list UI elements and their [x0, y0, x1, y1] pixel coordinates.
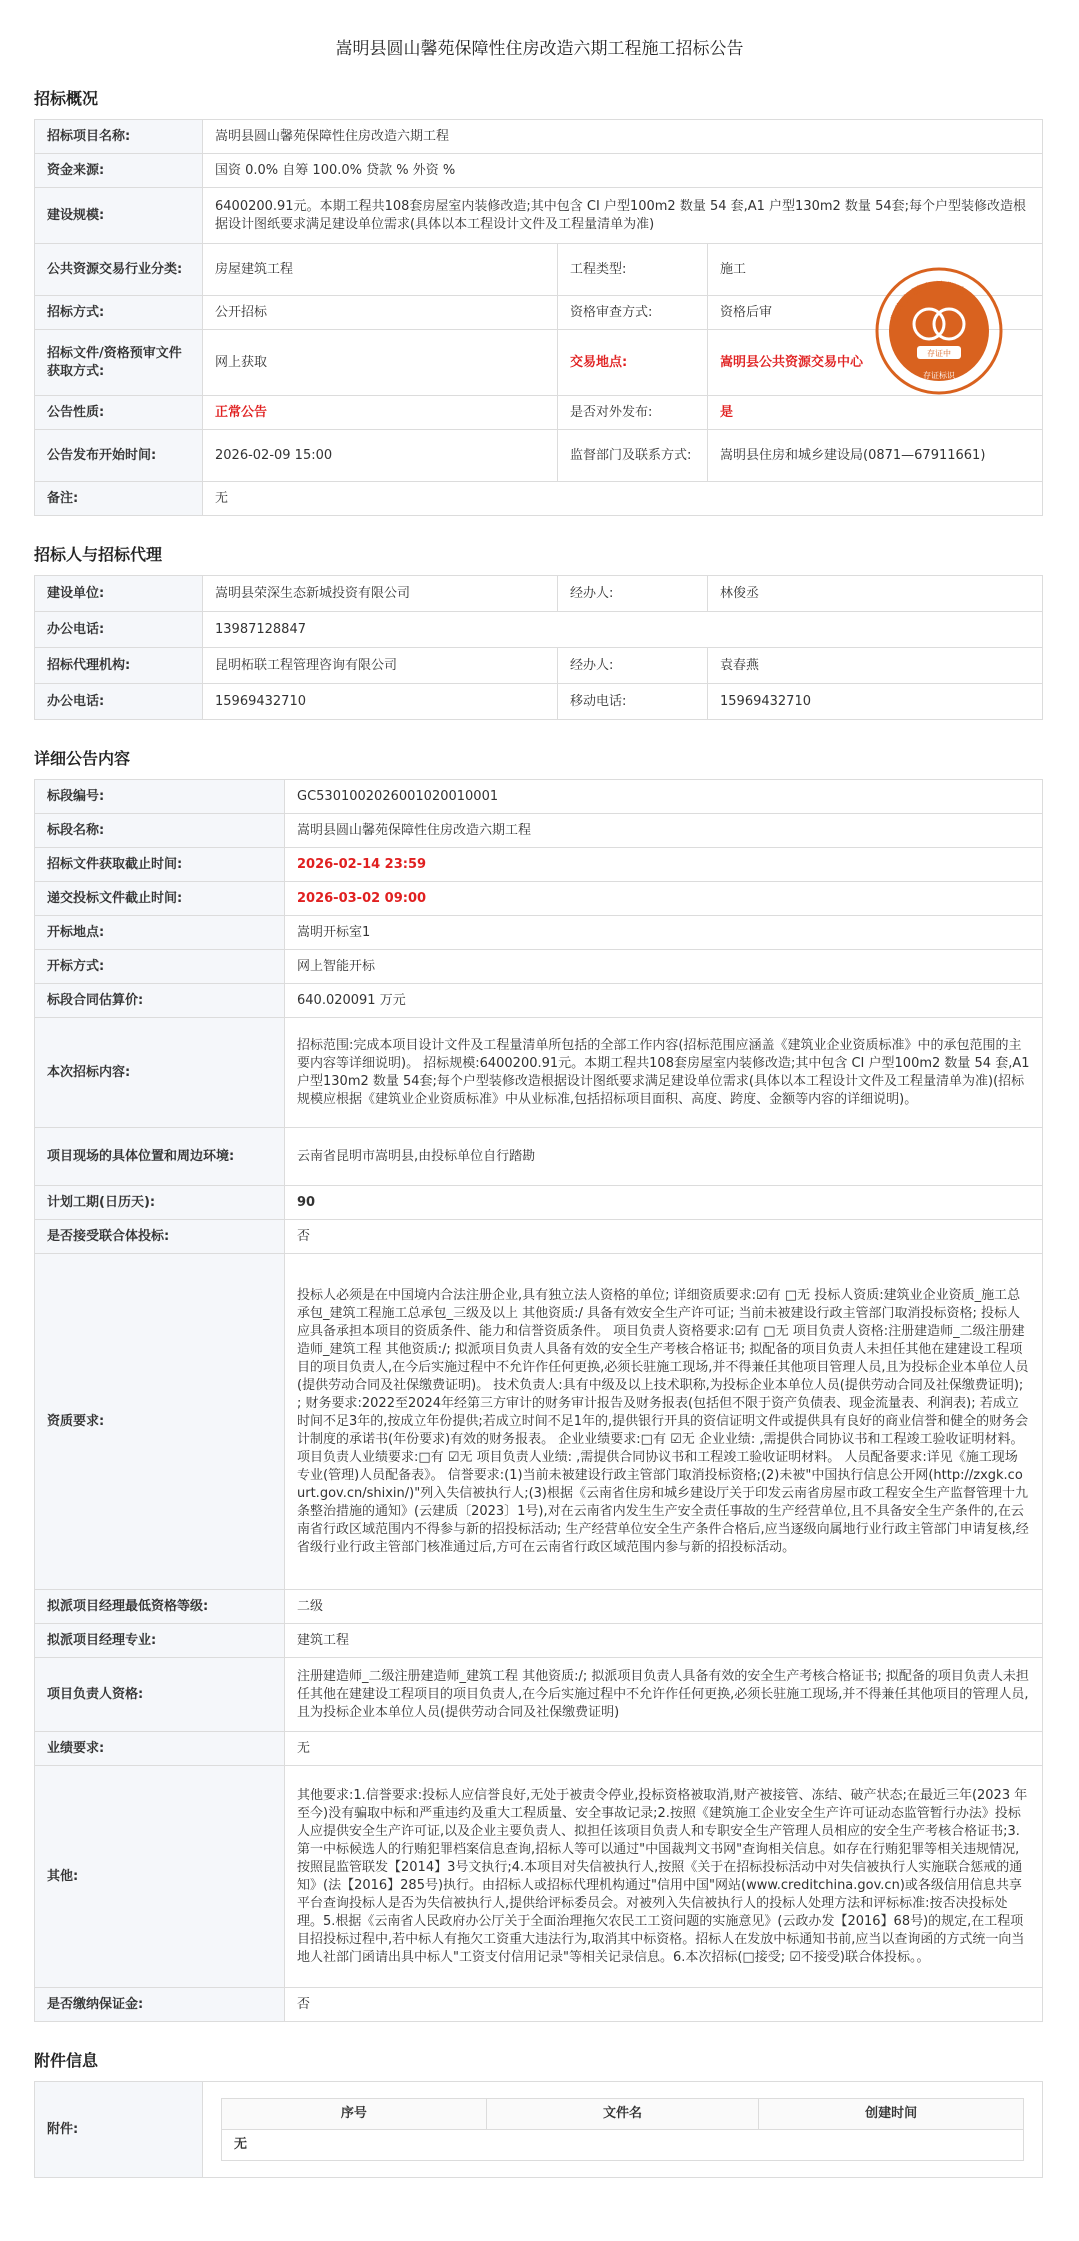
bid-deadline-label: 递交投标文件截止时间:: [35, 882, 285, 916]
scale-value: 6400200.91元。本期工程共108套房屋室内装修改造;其中包含 CI 户型100m2 数量 54 套,A1 户型130m2 数量 54套;每个户型装修改造根据设计图纸要求满足建设单位需求(具体以本工程设计文件及工程量清单为准): [203, 188, 1043, 244]
pm-qual-value: 注册建造师_二级注册建造师_建筑工程 其他资质:/; 拟派项目负责人具备有效的安全生产考核合格证书; 拟配备的项目负责人未担任其他在建建设工程项目的项目负责人,在今后实施过程中不允许作任何更换,必须长驻施工现场,并不得兼任其他项目的管理人员,且为投标企业本单位人员(提供劳动合同及社保缴费证明): [285, 1658, 1043, 1732]
mobile-value: 15969432710: [708, 684, 1043, 720]
start-time-value: 2026-02-09 15:00: [203, 430, 558, 482]
builder-label: 建设单位:: [35, 576, 203, 612]
mobile-label: 移动电话:: [558, 684, 708, 720]
joint-label: 是否接受联合体投标:: [35, 1220, 285, 1254]
joint-value: 否: [285, 1220, 1043, 1254]
perf-label: 业绩要求:: [35, 1732, 285, 1766]
content-value: 招标范围:完成本项目设计文件及工程量清单所包括的全部工作内容(招标范围应涵盖《建筑业企业资质标准》中的承包范围的主要内容等详细说明)。 招标规模:6400200.91元。本期工程共108套房屋室内装修改造;其中包含 CI 户型100m2 数量 54 套,A1 户型130m2 数量 54套;每个户型装修改造根据设计图纸要求满足建设单位需求(具体以本工程设计文件及工程量清单为准)(招标规模应根据《建筑业企业资质标准》中从业标准,包括招标项目面积、高度、跨度、金额等内容的详细说明)。: [285, 1018, 1043, 1128]
section-name-label: 标段名称:: [35, 814, 285, 848]
attach-empty: 无: [222, 2130, 1024, 2161]
agent1-value: 林俊丞: [708, 576, 1043, 612]
tel2-value: 15969432710: [203, 684, 558, 720]
place-value: 嵩明县公共资源交易中心: [708, 330, 1043, 396]
pm-major-value: 建筑工程: [285, 1624, 1043, 1658]
col-time-header: 创建时间: [759, 2099, 1024, 2130]
attach-table: [34, 2081, 1043, 2178]
other-value: 其他要求:1.信誉要求:投标人应信誉良好,无处于被责令停业,投标资格被取消,财产被接管、冻结、破产状态;在最近三年(2023 年至今)没有骗取中标和严重违约及重大工程质量、安全事故记录;2.按照《建筑施工企业安全生产许可证动态监管暂行办法》投标人应提供安全生产许可证,以及企业主要负责人、拟担任该项目负责人和专职安全生产管理人员相应的安全生产考核合格证书;3.第一中标候选人的行贿犯罪档案信息查询,招标人等可以通过"中国裁判文书网"查询相关信息。如存在行贿犯罪等相关违规情况,按照昆监管联发【2014】3号文执行;4.本项目对失信被执行人,按照《关于在招标投标活动中对失信被执行人实施联合惩戒的通知》(法【2016】285号)执行。由招标人或招标代理机构通过"信用中国"网站(www.creditchina.gov.cn)或各级信用信息共享平台查询投标人是否为失信被执行人,提供给评标委员会。对被列入失信被执行人的投标人处理方法和评标标准:按否决投标处理。5.根据《云南省人民政府办公厅关于全面治理拖欠农民工工资问题的实施意见》(云政办发【2016】68号)的规定,在工程项目招投标过程中,若中标人有拖欠工资重大违法行为,取消其中标资格。招标人在发放中标通知书前,应当以查询函的方式统一向当地人社部门函请出具中标人"工资支付信用记录"等相关记录信息。6.本次招标(□接受; ☑不接受)联合体投标。。: [285, 1766, 1043, 1988]
content-label: 本次招标内容:: [35, 1018, 285, 1128]
type-value: 施工: [708, 244, 1043, 296]
section-title-attach: 附件信息: [34, 2051, 99, 2070]
tel2-label: 办公电话:: [35, 684, 203, 720]
pm-major-label: 拟派项目经理专业:: [35, 1624, 285, 1658]
project-name-value: 嵩明县圆山馨苑保障性住房改造六期工程: [203, 120, 1043, 154]
code-value: GC5301002026001020010001: [285, 780, 1043, 814]
col-name-header: 文件名: [486, 2099, 759, 2130]
agent1-label: 经办人:: [558, 576, 708, 612]
page-title: 嵩明县圆山馨苑保障性住房改造六期工程施工招标公告: [335, 39, 744, 59]
fund-value: 国资 0.0% 自筹 100.0% 贷款 % 外资 %: [203, 154, 1043, 188]
deposit-label: 是否缴纳保证金:: [35, 1988, 285, 2022]
deposit-value: 否: [285, 1988, 1043, 2022]
open-place-value: 嵩明开标室1: [285, 916, 1043, 950]
location-value: 云南省昆明市嵩明县,由投标单位自行踏勘: [285, 1128, 1043, 1186]
parties-table: [34, 575, 1043, 720]
category-value: 房屋建筑工程: [203, 244, 558, 296]
period-value: 90: [285, 1186, 1043, 1220]
attach-inner-table: [221, 2098, 1024, 2161]
external-label: 是否对外发布:: [558, 396, 708, 430]
method-label: 招标方式:: [35, 296, 203, 330]
attach-label: 附件:: [35, 2082, 203, 2178]
period-label: 计划工期(日历天):: [35, 1186, 285, 1220]
supervisor-label: 监督部门及联系方式:: [558, 430, 708, 482]
pm-qual-label: 项目负责人资格:: [35, 1658, 285, 1732]
qual-label: 资质要求:: [35, 1254, 285, 1590]
supervisor-value: 嵩明县住房和城乡建设局(0871—67911661): [708, 430, 1043, 482]
org-label: 招标代理机构:: [35, 648, 203, 684]
agent2-label: 经办人:: [558, 648, 708, 684]
scale-label: 建设规模:: [35, 188, 203, 244]
evidence-seal-icon: [874, 266, 1004, 396]
seal-mid-text: 存证中: [927, 349, 951, 358]
remark-label: 备注:: [35, 482, 203, 516]
method-value: 公开招标: [203, 296, 558, 330]
qual-value: 投标人必须是在中国境内合法注册企业,具有独立法人资格的单位; 详细资质要求:☑有 □无 投标人资质:建筑业企业资质_施工总承包_建筑工程施工总承包_三级及以上 其他资质:/ 具备有效安全生产许可证; 当前未被建设行政主管部门取消投标资格; 投标人应具备承担本项目的资质条件、能力和信誉资质条件。 项目负责人资格要求:☑有 □无 项目负责人资格:注册建造师_二级注册建造师_建筑工程 其他资质:/; 拟派项目负责人具备有效的安全生产考核合格证书; 拟配备的项目负责人未担任其他在建建设工程项目的项目负责人,在今后实施过程中不允许作任何更换,必须长驻施工现场,并不得兼任其他项目管理人员,且为投标企业本单位人员(提供劳动合同及社保缴费证明)。 技术负责人:具有中级及以上技术职称,为投标企业本单位人员(提供劳动合同及社保缴费证明); ; 财务要求:2022至2024年经第三方审计的财务审计报告及财务报表(包括但不限于资产负债表、现金流量表、利润表); 若成立时间不足3年的,按成立年份提供;若成立时间不足1年的,提供银行开具的资信证明文件或提供具有良好的商业信誉和健全的财务会计制度的承诺书(年份要求)有效的财务报表。 企业业绩要求:□有 ☑无 企业业绩: ,需提供合同协议书和工程竣工验收证明材料。 项目负责人业绩要求:□有 ☑无 项目负责人业绩: ,需提供合同协议书和工程竣工验收证明材料。 人员配备要求:详见《施工现场专业(管理)人员配备表》。 信誉要求:(1)当前未被建设行政主管部门取消投标资格;(2)未被"中国执行信息公开网(http://zxgk.court.gov.cn/shixin/)"列入失信被执行人;(3)根据《云南省住房和城乡建设厅关于印发云南省房屋市政工程安全生产监督管理十九条整治措施的通知》(云建质〔2023〕1号),对在云南省内发生生产安全责任事故的生产经营单位,且不具备安全生产条件的,在云南省行政区域范围内不得参与新的招投标活动; 生产经营单位安全生产条件合格后,应当逐级向属地行业行政主管部门申请复核,经省级行业行政主管部门核准通过后,方可在云南省行政区域范围内参与新的招投标活动。: [285, 1254, 1043, 1590]
review-value: 资格后审: [708, 296, 1043, 330]
pm-grade-label: 拟派项目经理最低资格等级:: [35, 1590, 285, 1624]
bid-deadline-value: 2026-03-02 09:00: [285, 882, 1043, 916]
open-method-value: 网上智能开标: [285, 950, 1043, 984]
review-label: 资格审查方式:: [558, 296, 708, 330]
section-title-parties: 招标人与招标代理: [34, 545, 163, 564]
project-name-label: 招标项目名称:: [35, 120, 203, 154]
start-time-label: 公告发布开始时间:: [35, 430, 203, 482]
remark-value: 无: [203, 482, 1043, 516]
external-value: 是: [708, 396, 1043, 430]
detail-table: [34, 779, 1043, 2022]
tel1-label: 办公电话:: [35, 612, 203, 648]
section-name-value: 嵩明县圆山馨苑保障性住房改造六期工程: [285, 814, 1043, 848]
fund-label: 资金来源:: [35, 154, 203, 188]
seal-bottom-text: 存证标识: [923, 371, 955, 380]
open-place-label: 开标地点:: [35, 916, 285, 950]
builder-value: 嵩明县荣深生态新城投资有限公司: [203, 576, 558, 612]
section-title-detail: 详细公告内容: [34, 749, 131, 768]
doc-deadline-label: 招标文件获取截止时间:: [35, 848, 285, 882]
nature-value: 正常公告: [203, 396, 558, 430]
type-label: 工程类型:: [558, 244, 708, 296]
doc-method-value: 网上获取: [203, 330, 558, 396]
other-label: 其他:: [35, 1766, 285, 1988]
doc-deadline-value: 2026-02-14 23:59: [285, 848, 1043, 882]
org-value: 昆明柘联工程管理咨询有限公司: [203, 648, 558, 684]
pm-grade-value: 二级: [285, 1590, 1043, 1624]
tel1-value: 13987128847: [203, 612, 1043, 648]
col-no-header: 序号: [222, 2099, 487, 2130]
estimate-value: 640.020091 万元: [285, 984, 1043, 1018]
nature-label: 公告性质:: [35, 396, 203, 430]
seal-outer-text: 公共资源交易服务: [889, 280, 970, 324]
category-label: 公共资源交易行业分类:: [35, 244, 203, 296]
section-title-overview: 招标概况: [34, 89, 99, 108]
doc-method-label: 招标文件/资格预审文件获取方式:: [35, 330, 203, 396]
place-label: 交易地点:: [558, 330, 708, 396]
code-label: 标段编号:: [35, 780, 285, 814]
open-method-label: 开标方式:: [35, 950, 285, 984]
estimate-label: 标段合同估算价:: [35, 984, 285, 1018]
agent2-value: 袁春燕: [708, 648, 1043, 684]
location-label: 项目现场的具体位置和周边环境:: [35, 1128, 285, 1186]
perf-value: 无: [285, 1732, 1043, 1766]
